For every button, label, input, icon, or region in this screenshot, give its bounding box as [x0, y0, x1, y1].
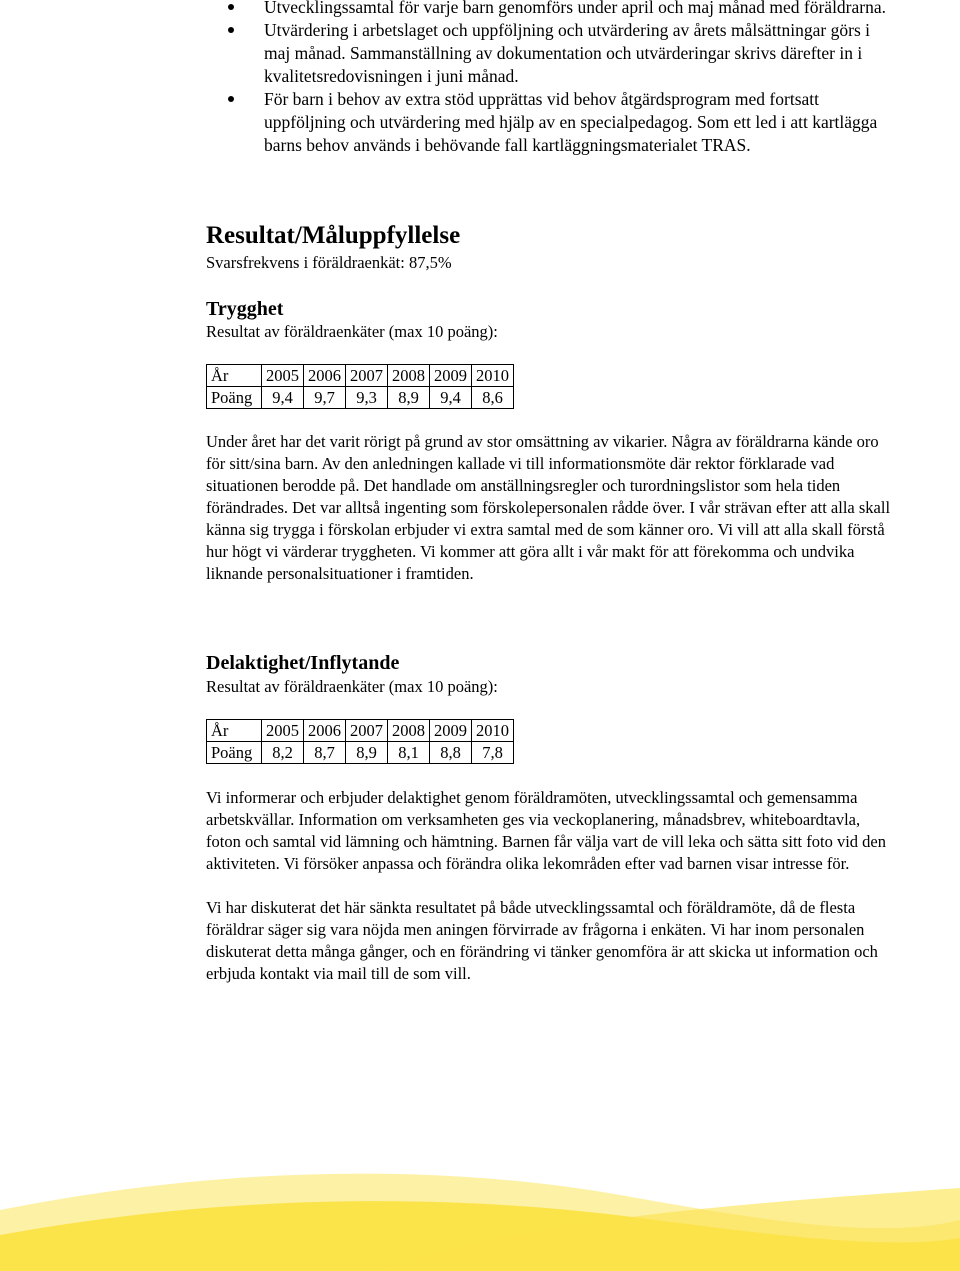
trygghet-paragraph: Under året har det varit rörigt på grund av stor omsättning av vikarier. Några av föräldrarna kände oro för sitt/sina barn. Av den anledningen kallade vi till informationsmöte där rektor förklarade vad situationen berodde på. Det handlade om anställningsregler och turordningslistor som hela tiden förändrades. Det var alltså ingenting som förskolepersonalen rådde över. I vår strävan efter att alla skall känna sig trygga i förskolan erbjuder vi extra samtal med de som känner oro. Vi vill att alla skall förstå hur högt vi värderar tryggheten. Vi kommer att göra allt i vår makt för att förekomma och undvika liknande personalsituationer i framtiden. [206, 432, 891, 583]
trygghet-table [206, 364, 514, 409]
delaktighet-paragraph-1: Vi informerar och erbjuder delaktighet genom föräldramöten, utvecklingssamtal och gemensamma arbetskvällar. Information om verksamheten ges via veckoplanering, månadsbrev, whiteboardtavla, foton och samtal vid lämning och hämtning. Barnen får välja vart de vill leka och sätta sitt foto vid den aktiviteten. Vi försöker anpassa och förändra olika lekområden efter vad barnen visar intresse för. [206, 788, 886, 873]
table-cell: 9,7 [304, 387, 346, 409]
table-cell: 8,9 [346, 742, 388, 764]
table-cell: 8,7 [304, 742, 346, 764]
response-rate: Svarsfrekvens i föräldraenkät: 87,5% [206, 253, 452, 272]
table-cell: 2006 [304, 365, 346, 387]
table-cell: 2010 [472, 720, 514, 742]
table-cell: 2008 [388, 720, 430, 742]
table-cell: 2006 [304, 720, 346, 742]
table-row [207, 387, 514, 409]
table-cell: År [207, 365, 262, 387]
list-item: För barn i behov av extra stöd upprättas vid behov åtgärdsprogram med fortsatt uppföljning och utvärdering med hjälp av en specialpedagog. Som ett led i att kartlägga barns behov används i behövande fall kartläggningsmaterialet TRAS. [228, 88, 888, 157]
table-cell: 2008 [388, 365, 430, 387]
table-cell: 2007 [346, 365, 388, 387]
table-cell: Poäng [207, 387, 262, 409]
table-cell: 2005 [262, 720, 304, 742]
table-cell: 9,3 [346, 387, 388, 409]
table-cell: 9,4 [430, 387, 472, 409]
table-cell: 8,6 [472, 387, 514, 409]
table-cell: 8,2 [262, 742, 304, 764]
list-item: Utvärdering i arbetslaget och uppföljning och utvärdering av årets målsättningar görs i maj månad. Sammanställning av dokumentation och utvärderingar skrivs därefter in i kvalitetsredovisningen i juni månad. [228, 19, 888, 88]
table-row [207, 720, 514, 742]
delaktighet-table [206, 719, 514, 764]
yellow-swoosh-icon [0, 1100, 960, 1271]
bullet-icon [228, 96, 234, 102]
table-cell: 2009 [430, 720, 472, 742]
decorative-footer [0, 1100, 960, 1271]
bullet-list [228, 0, 888, 157]
trygghet-subheading: Resultat av föräldraenkäter (max 10 poäng): [206, 322, 498, 341]
delaktighet-heading: Delaktighet/Inflytande [206, 652, 400, 674]
table-row [207, 365, 514, 387]
trygghet-heading: Trygghet [206, 298, 284, 320]
table-cell: 7,8 [472, 742, 514, 764]
table-cell: Poäng [207, 742, 262, 764]
table-cell: 8,8 [430, 742, 472, 764]
results-heading: Resultat/Måluppfyllelse [206, 222, 461, 249]
table-cell: 2005 [262, 365, 304, 387]
table-row [207, 742, 514, 764]
delaktighet-paragraph-2: Vi har diskuterat det här sänkta resultatet på både utvecklingssamtal och föräldramöte, då de flesta föräldrar säger sig vara nöjda men aningen förvirrade av frågorna i enkäten. Vi har inom personalen diskuterat detta många gånger, och en förändring vi tänker genomföra är att skicka ut information och erbjuda kontakt via mail till de som vill. [206, 898, 878, 983]
table-cell: 2010 [472, 365, 514, 387]
table-cell: 2007 [346, 720, 388, 742]
table-cell: 2009 [430, 365, 472, 387]
delaktighet-subheading: Resultat av föräldraenkäter (max 10 poäng): [206, 677, 498, 696]
table-cell: 8,1 [388, 742, 430, 764]
table-cell: 8,9 [388, 387, 430, 409]
table-cell: År [207, 720, 262, 742]
bullet-icon [228, 4, 234, 10]
table-cell: 9,4 [262, 387, 304, 409]
bullet-icon [228, 27, 234, 33]
list-item: Utvecklingssamtal för varje barn genomförs under april och maj månad med föräldrarna. [228, 0, 888, 19]
